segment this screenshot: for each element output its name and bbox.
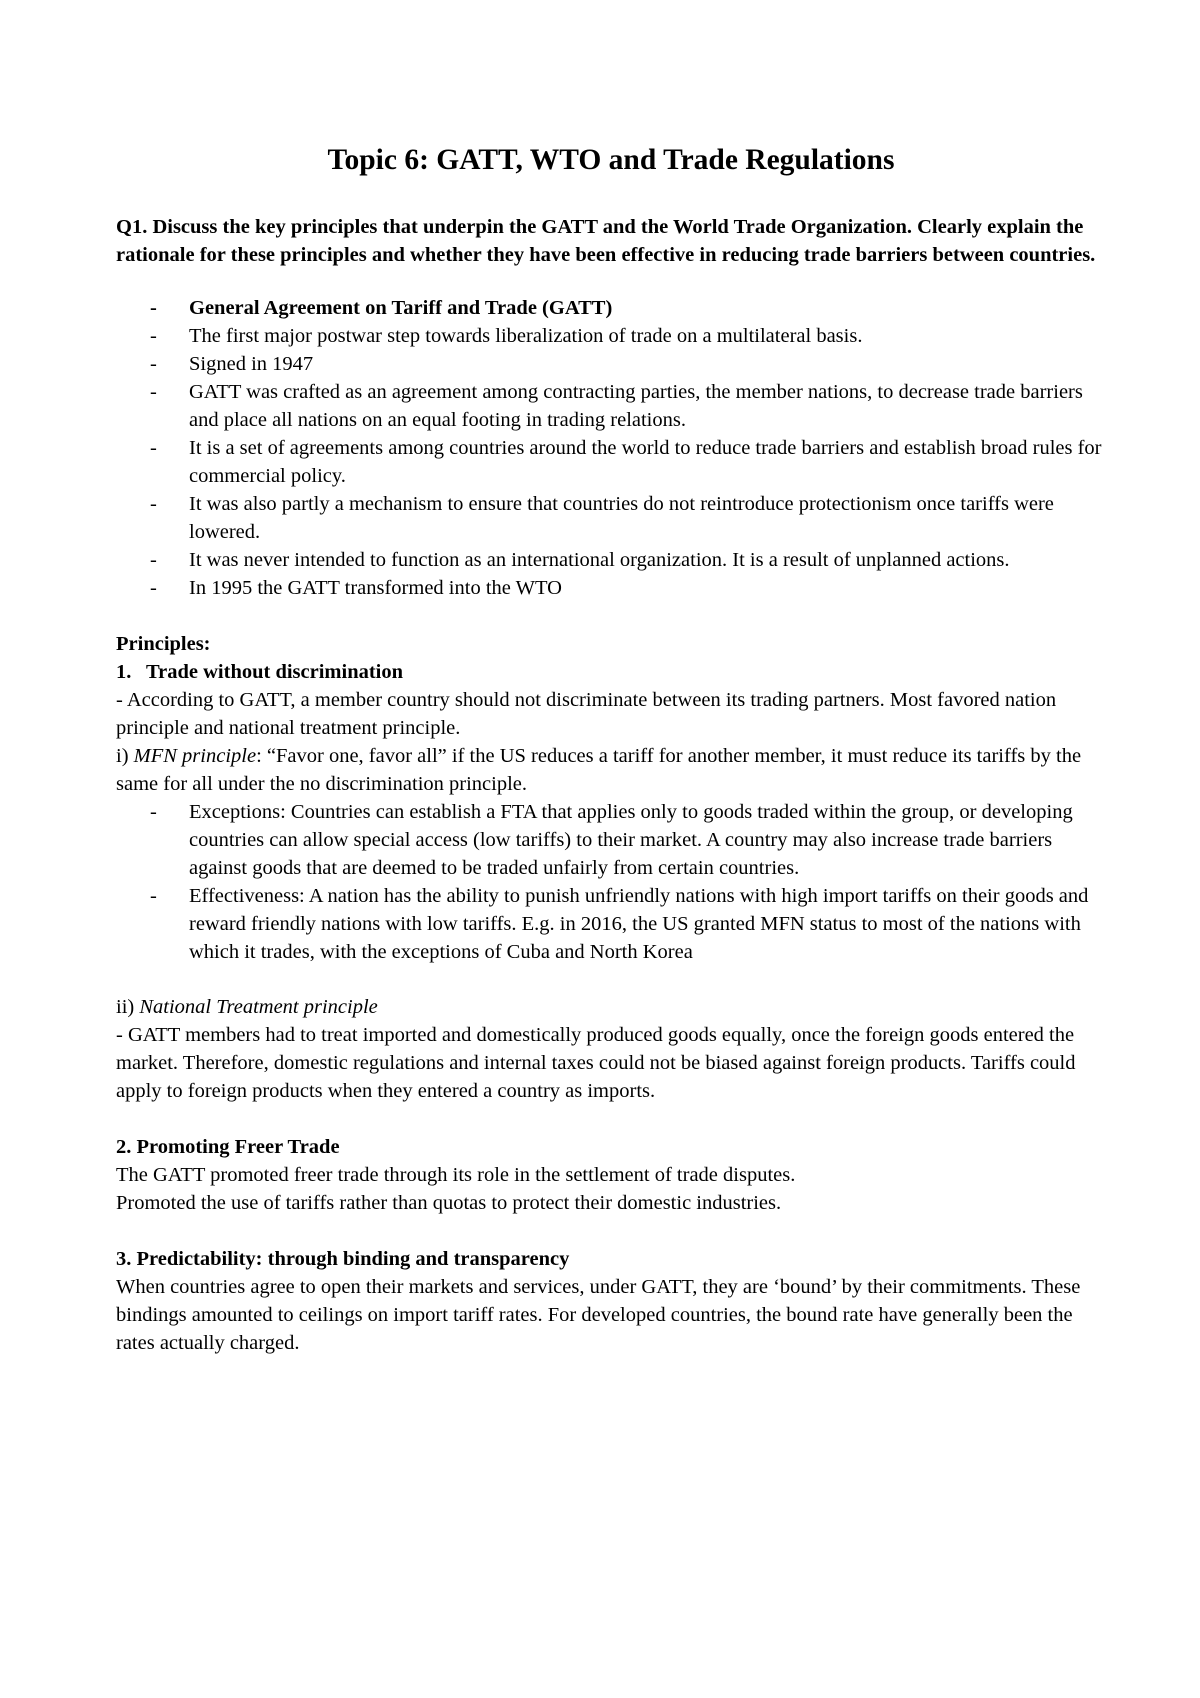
list-item: - Exceptions: Countries can establish a FTA that applies only to goods traded within the group, or developing countries can allow special access (low tariffs) to their market. A country may also increase trade barriers against goods that are deemed to be traded unfairly from certain countries. [189, 798, 1106, 882]
list-item: - GATT was crafted as an agreement among contracting parties, the member nations, to decrease trade barriers and place all nations on an equal footing in trading relations. [189, 378, 1106, 434]
principle-2-line-1: The GATT promoted freer trade through its role in the settlement of trade disputes. [116, 1164, 796, 1186]
principle-1-title: Trade without discrimination [146, 661, 404, 683]
principle-3-text: When countries agree to open their markets and services, under GATT, they are ‘bound’ by their commitments. These bindings amounted to ceilings on import tariff rates. For developed countries, the bound rate have generally been the rates actually charged. [116, 1276, 1081, 1354]
list-item: - It was also partly a mechanism to ensure that countries do not reintroduce protectionism once tariffs were lowered. [189, 490, 1106, 546]
list-item: - General Agreement on Tariff and Trade (GATT) [189, 294, 1106, 322]
list-item: - Signed in 1947 [189, 350, 1106, 378]
principle-3-heading: 3. Predictability: through binding and transparency [116, 1248, 570, 1270]
principle-1-number: 1. [116, 661, 132, 683]
nt-prefix: ii) [116, 996, 140, 1018]
principle-2-line-2: Promoted the use of tariffs rather than quotas to protect their domestic industries. [116, 1192, 782, 1214]
mfn-paragraph [116, 742, 1106, 798]
nt-text: - GATT members had to treat imported and domestically produced goods equally, once the foreign goods entered the market. Therefore, domestic regulations and internal taxes could not be biased against foreign products. Tariffs could apply to foreign products when they entered a country as imports. [116, 1024, 1076, 1102]
list-item: - It was never intended to function as an international organization. It is a result of unplanned actions. [189, 546, 1106, 574]
gatt-list [116, 294, 1106, 602]
principle-1-intro: - According to GATT, a member country should not discriminate between its trading partners. Most favored nation principle and national treatment principle. [116, 689, 1057, 739]
principle-1-heading [116, 658, 1106, 686]
list-item: - The first major postwar step towards liberalization of trade on a multilateral basis. [189, 322, 1106, 350]
principle-2-heading: 2. Promoting Freer Trade [116, 1136, 340, 1158]
list-item: - It is a set of agreements among countries around the world to reduce trade barriers and establish broad rules for commercial policy. [189, 434, 1106, 490]
nt-label: National Treatment principle [139, 996, 378, 1018]
page-title: Topic 6: GATT, WTO and Trade Regulations [327, 144, 895, 176]
mfn-bullets [116, 798, 1106, 966]
list-item: - Effectiveness: A nation has the ability to punish unfriendly nations with high import tariffs on their goods and reward friendly nations with low tariffs. E.g. in 2016, the US granted MFN status to most of the nations with which it trades, with the exceptions of Cuba and North Korea [189, 882, 1106, 966]
mfn-label: MFN principle [133, 745, 257, 767]
mfn-text: : “Favor one, favor all” if the US reduces a tariff for another member, it must reduce its tariffs by the same for all under the no discrimination principle. [116, 745, 1082, 795]
question-text: Q1. Discuss the key principles that underpin the GATT and the World Trade Organization. Clearly explain the rationale for these principles and whether they have been effective in reducing trade barriers between countries. [116, 216, 1096, 266]
nt-heading [116, 993, 1106, 1021]
document-page [116, 140, 1106, 1357]
principles-heading: Principles: [116, 633, 211, 655]
list-item: - In 1995 the GATT transformed into the WTO [189, 574, 1106, 602]
mfn-prefix: i) [116, 745, 134, 767]
